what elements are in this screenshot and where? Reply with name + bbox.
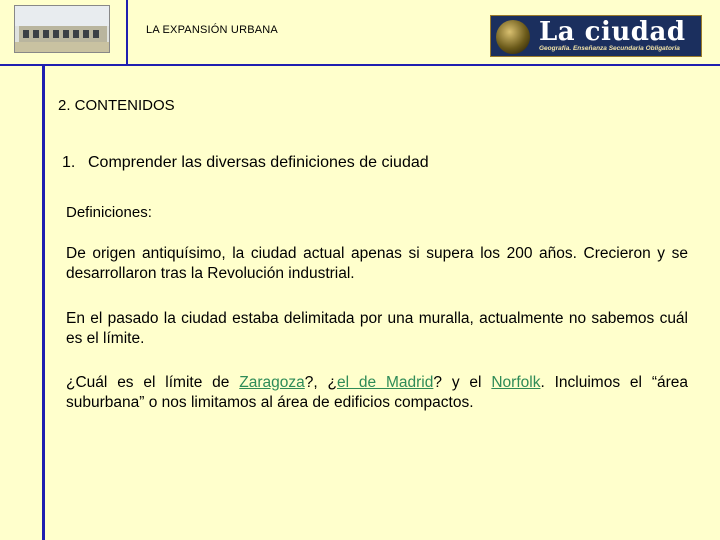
logo xyxy=(490,15,702,57)
logo-title: La ciudad xyxy=(539,17,686,47)
globe-icon xyxy=(496,20,530,54)
definitions-label: Definiciones: xyxy=(66,204,152,221)
header-title: LA EXPANSIÓN URBANA xyxy=(146,24,278,36)
header-rule xyxy=(0,64,720,66)
list-text: Comprender las diversas definiciones de ciudad xyxy=(88,154,429,171)
paragraph-1: De origen antiquísimo, la ciudad actual apenas si supera los 200 años. Crecieron y se desarrollaron tras la Revolución industrial. xyxy=(66,245,688,282)
paragraph-3 xyxy=(66,373,688,413)
header-divider xyxy=(126,0,128,66)
paragraph-3-text: ? y el xyxy=(433,374,492,391)
madrid-link[interactable]: el de Madrid xyxy=(337,374,434,391)
paragraph-3-text: ¿Cuál es el límite de xyxy=(66,374,240,391)
paragraph-2: En el pasado la ciudad estaba delimitada por una muralla, actualmente no sabemos cuál es el límite. xyxy=(66,310,688,347)
list-item xyxy=(62,154,429,172)
norfolk-link[interactable]: Norfolk xyxy=(491,374,541,391)
paragraph-3-text: . Incluimos el “área suburbana” o nos limitamos al área de edificios compactos. xyxy=(66,374,689,411)
header-photo xyxy=(14,5,110,53)
zaragoza-link[interactable]: Zaragoza xyxy=(239,374,305,391)
logo-subtitle: Geografía. Enseñanza Secundaria Obligatoria xyxy=(539,45,680,52)
paragraph-3-text: ?, ¿ xyxy=(304,374,337,391)
section-heading: 2. CONTENIDOS xyxy=(58,97,175,114)
list-number: 1. xyxy=(62,154,76,171)
left-margin-rule xyxy=(42,66,45,540)
